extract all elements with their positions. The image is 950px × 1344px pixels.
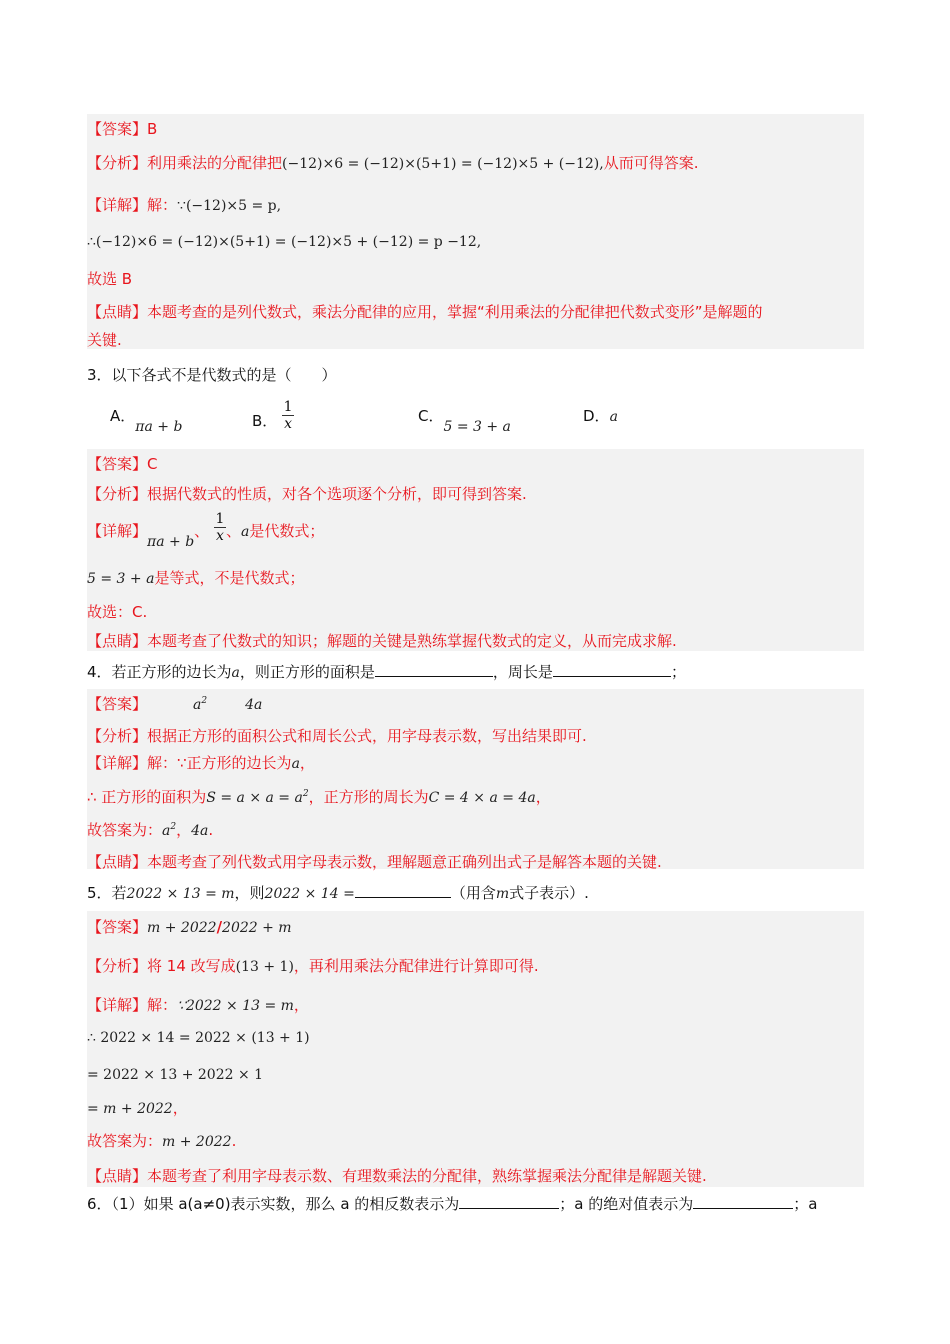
comment-line [87,1165,707,1186]
analysis-line [87,483,527,504]
equation-text: 是等式，不是代数式； [154,569,305,587]
comment-label: 【点睛】 [87,853,148,871]
area-math: S = a × a = a [206,790,303,806]
detail-fraction [214,511,226,544]
answer-label: 【答案】 [87,120,148,138]
detail-label: 【详解】 [87,196,148,214]
detail-line [87,194,281,215]
blank-absolute[interactable] [693,1194,793,1209]
comment-label: 【点睛】 [87,303,148,321]
detail-line [87,752,315,773]
equation-line [87,567,304,588]
analysis-label: 【分析】 [87,957,148,975]
final-math: m + 2022 [162,1134,232,1150]
option-expr: πa + b [135,419,183,435]
answer-line [87,916,292,937]
stem-text-end: ；a [793,1195,818,1213]
analysis-line [87,725,587,746]
step-math: ∴(−12)×6 = (−12)×(5+1) = (−12)×5 + (−12) = p −12, [87,234,482,250]
final-v1: a [162,823,171,839]
option-expr: 5 = 3 + a [443,419,511,435]
answer-value-2: 4a [245,697,263,713]
step-line [87,232,481,250]
step-end: ， [172,1099,188,1117]
choose-line: 故选：C. [87,603,148,621]
detail-math: ∵2022 × 13 = m [177,998,294,1014]
perimeter-math: C = 4 × a = 4a [428,790,536,806]
comment-line [87,630,677,651]
final-line [87,1130,236,1151]
detail-end: ， [293,996,309,1014]
final-end: . [208,821,214,839]
stem-text-mid2: ，周长是 [492,663,553,681]
detail-math: ∵(−12)×5 = p, [177,198,282,214]
fraction-denominator: x [216,528,224,544]
step-math-1: ∴ 2022 × 14 = 2022 × (13 + 1) [87,1030,310,1046]
separator: 、 [194,522,210,540]
final-sup: 2 [170,822,177,832]
step-line-3 [87,1097,188,1118]
stem-math-2: 2022 × 14 = [264,886,355,902]
answer-line [87,118,157,139]
option-a [110,405,183,435]
stem-math-1: 2022 × 13 = m [126,886,235,902]
stem-text-mid: ；a 的绝对值表示为 [559,1195,694,1213]
detail-line [87,994,309,1015]
analysis-text: 根据代数式的性质，对各个选项逐个分析，即可得到答案. [147,485,527,503]
detail-text: 是代数式； [249,522,325,540]
stem-text: 5．若 [87,884,127,902]
comment-label: 【点睛】 [87,632,148,650]
separator: 、 [225,522,241,540]
fraction-denominator: x [284,416,293,432]
step-line-2 [87,1065,263,1083]
analysis-math: (13 + 1) [235,959,294,975]
stem-text-end: 式子表示）. [509,884,589,902]
comment-text: 本题考查了代数式的知识；解题的关键是熟练掌握代数式的定义，从而完成求解. [147,632,677,650]
stem-text: 4．若正方形的边长为 [87,663,232,681]
answer-line [87,453,158,474]
option-letter: D． [583,407,610,425]
analysis-text: 利用乘法的分配律把 [147,154,283,172]
answer-sep: / [216,918,223,936]
step-text-mid: ，正方形的周长为 [308,788,429,806]
answer-value-1: m + 2022 [147,920,217,936]
analysis-label: 【分析】 [87,727,148,745]
option-letter: C． [418,407,444,425]
analysis-text: 根据正方形的面积公式和周长公式，用字母表示数，写出结果即可. [147,727,587,745]
analysis-line [87,152,699,173]
stem-text-post: （用含 [450,884,496,902]
detail-text: 解： [147,996,178,1014]
final-line [87,819,213,840]
stem-text-end: ； [670,663,686,681]
fraction-numerator: 1 [283,399,293,415]
analysis-label: 【分析】 [87,154,148,172]
comment-text: 本题考查了列代数式用字母表示数，理解题意正确列出式子是解答本题的关键. [147,853,662,871]
blank-answer[interactable] [355,883,451,898]
comment-line-2: 关键. [87,331,122,349]
option-c [418,405,511,435]
detail-end: ， [299,754,315,772]
option-expr: a [609,409,618,425]
detail-var: a [291,756,300,772]
final-text: 故答案为： [87,1132,163,1150]
stem-text-mid: ，则正方形的面积是 [239,663,375,681]
step-text: ∴ 正方形的面积为 [87,788,207,806]
question-5-stem [87,882,589,903]
detail-text: 解：∵正方形的边长为 [147,754,292,772]
area-sup: 2 [302,789,309,799]
stem-var: a [231,665,240,681]
option-letter: A． [110,407,136,425]
choose-line: 故选 B [87,270,133,288]
final-v2: 4a [191,823,209,839]
step-math-2: = 2022 × 13 + 2022 × 1 [87,1067,264,1083]
question-6-stem [87,1193,817,1214]
stem-text: 6．（1）如果 a(a≠0)表示实数，那么 a 的相反数表示为 [87,1195,460,1213]
answer-label: 【答案】 [87,455,148,473]
fraction-numerator: 1 [215,511,225,527]
q2-solution-box [87,114,864,349]
step-line [87,786,551,807]
detail-label: 【详解】 [87,996,148,1014]
comment-label: 【点睛】 [87,1167,148,1185]
detail-expr: πa + b [147,534,195,550]
comment-line [87,301,763,322]
option-fraction [282,399,294,432]
step-end: ， [535,788,551,806]
detail-label: 【详解】 [87,754,148,772]
detail-label: 【详解】 [87,522,148,540]
option-letter: B． [252,412,278,430]
stem-text-mid: ，则 [234,884,265,902]
final-text: 故答案为： [87,821,163,839]
option-b [252,399,294,438]
detail-line [87,511,325,550]
stem-var: m [495,886,510,902]
q5-solution-box [87,911,864,1187]
blank-area[interactable] [375,662,493,677]
analysis-text-end: ，再利用乘法分配律进行计算即可得. [293,957,539,975]
comment-text: 本题考查了利用字母表示数、有理数乘法的分配律，熟练掌握乘法分配律是解题关键. [147,1167,707,1185]
option-d [583,405,618,426]
step-math-3: = m + 2022 [87,1101,173,1117]
answer-value: C [147,455,158,473]
analysis-text-end: 从而可得答案. [603,154,699,172]
final-sep: ， [176,821,192,839]
analysis-label: 【分析】 [87,485,148,503]
question-3-stem: 3．以下各式不是代数式的是（ ） [87,366,337,384]
analysis-line [87,955,539,976]
equation-expr: 5 = 3 + a [87,571,155,587]
answer-sup: 2 [201,696,208,706]
comment-text: 本题考查的是列代数式，乘法分配律的应用，掌握“利用乘法的分配律把代数式变形”是解题的 [147,303,763,321]
answer-label: 【答案】 [87,695,148,713]
step-line-1 [87,1028,310,1046]
answer-line [87,693,262,714]
comment-line [87,851,662,872]
detail-text: 解： [147,196,178,214]
blank-perimeter[interactable] [553,662,671,677]
answer-value-2: 2022 + m [222,920,292,936]
answer-value: B [147,120,158,138]
answer-value-1: a [193,697,202,713]
question-4-stem [87,661,686,682]
analysis-text: 将 14 改写成 [147,957,236,975]
analysis-math: (−12)×6 = (−12)×(5+1) = (−12)×5 + (−12), [282,156,604,172]
detail-var: a [240,524,250,540]
blank-opposite[interactable] [459,1194,559,1209]
answer-label: 【答案】 [87,918,148,936]
final-end: . [231,1132,237,1150]
q3-solution-box [87,449,864,651]
q4-solution-box [87,689,864,869]
